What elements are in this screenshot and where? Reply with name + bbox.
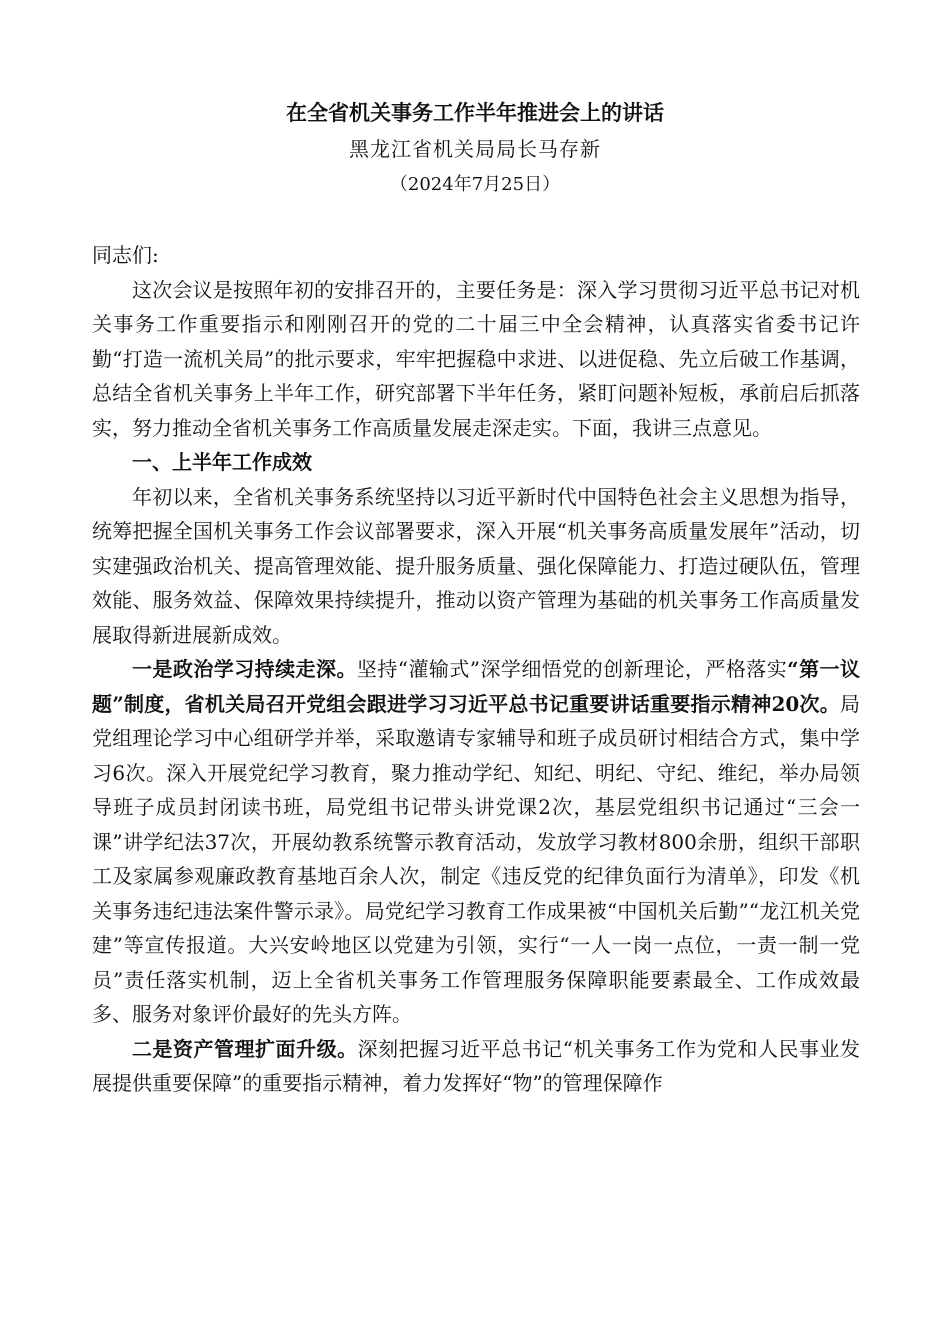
point1-text-c: 局党组理论学习中心组研学并举，采取邀请专家辅导和班子成员研讨相结合方式，集中学习6次。深入开展党纪学习教育，聚力推动学纪、知纪、明纪、守纪、维纪，举办局领导班子成员封闭读书班，局党组书记带头讲党课2次，基层党组织书记通过“三会一课”讲学纪法37次，开展幼教系统警示教育活动，发放学习教材800余册，组织干部职工及家属参观廉政教育基地百余人次，制定《违反党的纪律负面行为清单》，印发《机关事务违纪违法案件警示录》。局党纪学习教育工作成果被“中国机关后勤”“龙江机关党建”等宣传报道。大兴安岭地区以党建为引领，实行“一人一岗一点位，一责一制一党员”责任落实机制，迈上全省机关事务工作管理服务保障职能要素最全、工作成效最多、服务对象评价最好的先头方阵。: [92, 691, 860, 1026]
point1-bold-b: “第一议题”制度，省机关局召开党组会跟进学习习近平总书记重要讲话重要指示精神20次。: [92, 657, 860, 716]
document-title: 在全省机关事务工作半年推进会上的讲话: [286, 100, 664, 125]
document-date: （2024年7月25日）: [389, 174, 561, 195]
point2-text: 深刻把握习近平总书记“机关事务工作为党和人民事业发展提供重要保障”的重要指示精神，着力发挥好“物”的管理保障作: [92, 1036, 861, 1095]
salutation: 同志们:: [92, 243, 159, 267]
point2-paragraph: [92, 1032, 860, 1101]
point1-lead: 一是政治学习持续走深。: [132, 657, 357, 681]
document-body: [92, 238, 860, 1101]
section-heading-1: 一、上半年工作成效: [132, 450, 312, 474]
point2-lead: 二是资产管理扩面升级。: [132, 1036, 358, 1061]
point1-text-a: 坚持“灌输式”深学细悟党的创新理论，严格落实: [356, 657, 788, 681]
intro-paragraph: 这次会议是按照年初的安排召开的，主要任务是：深入学习贯彻习近平总书记对机关事务工作重要指示和刚刚召开的党的二十届三中全会精神，认真落实省委书记许勤“打造一流机关局”的批示要求，牢牢把握稳中求进、以进促稳、先立后破工作基调，总结全省机关事务上半年工作，研究部署下半年任务，紧盯问题补短板，承前启后抓落实，努力推动全省机关事务工作高质量发展走深走实。下面，我讲三点意见。: [92, 277, 860, 440]
point1-paragraph: [92, 652, 860, 1032]
section1-intro-paragraph: 年初以来，全省机关事务系统坚持以习近平新时代中国特色社会主义思想为指导，统筹把握全国机关事务工作会议部署要求，深入开展“机关事务高质量发展年”活动，切实建强政治机关、提高管理效能、提升服务质量、强化保障能力、打造过硬队伍，管理效能、服务效益、保障效果持续提升，推动以资产管理为基础的机关事务工作高质量发展取得新进展新成效。: [92, 484, 860, 647]
document-author: 黑龙江省机关局局长马存新: [349, 137, 601, 161]
